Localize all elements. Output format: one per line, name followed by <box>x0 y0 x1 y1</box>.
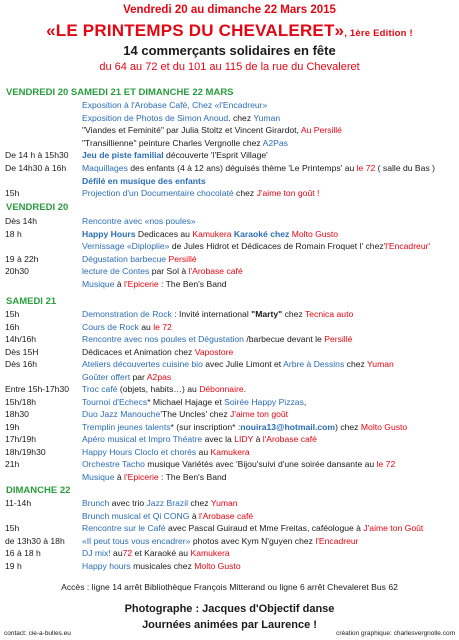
program-row <box>0 460 459 472</box>
program-row <box>0 255 459 267</box>
section-title: DIMANCHE 22 <box>6 485 71 496</box>
row-text-part: Rencontre avec nos poules et Dégustation <box>82 334 244 344</box>
section-title: VENDREDI 20 <box>6 202 69 213</box>
event-address: du 64 au 72 et du 101 au 115 de la rue du Chevaleret <box>99 61 360 73</box>
row-text-part: Exposition de Photos de Simon Anoud <box>82 112 229 123</box>
row-text-part: Dédicaces et Animation chez <box>82 346 195 357</box>
program-row <box>0 373 459 385</box>
program-row <box>0 267 459 279</box>
row-text-part: Happy Hours <box>82 228 136 239</box>
program-row <box>0 164 459 176</box>
row-description <box>82 242 430 251</box>
row-time: 18h30 <box>5 409 29 419</box>
row-text-part: A2Pas <box>262 137 288 148</box>
row-time: de 13h30 à 18h <box>5 535 65 546</box>
row-description <box>82 348 233 357</box>
row-text-part: "Marty" <box>251 309 283 319</box>
row-text-part: avec trio <box>109 498 147 508</box>
row-text-part: : The Ben's Band <box>158 471 227 482</box>
program-row <box>0 448 459 460</box>
row-text-part: Karaoké chez <box>233 228 290 239</box>
row-description <box>82 217 196 226</box>
row-text-part: l'Arobase café <box>199 510 254 521</box>
row-text-part: l'Arobase café <box>188 266 243 277</box>
row-time: 17h/19h <box>5 434 37 444</box>
row-description <box>82 280 227 289</box>
row-description <box>82 473 227 482</box>
row-text-part: chez <box>233 188 257 199</box>
row-text-part: Duo Jazz Manouche <box>82 409 161 419</box>
row-text-part: le 72 <box>356 163 376 173</box>
row-text-part: chez <box>188 498 211 508</box>
row-description <box>82 101 267 110</box>
row-text-part: Musique <box>82 471 115 482</box>
row-text-part: Projection d'un Documentaire chocolaté <box>82 188 234 199</box>
row-text-part: Troc café <box>82 384 118 394</box>
row-text-part: par <box>130 371 147 382</box>
program-row <box>0 310 459 322</box>
row-description <box>82 460 395 469</box>
row-time: 15h/18h <box>5 396 37 407</box>
program-row <box>0 524 459 536</box>
row-description <box>82 398 306 407</box>
row-text-part: Persillé <box>168 253 197 264</box>
row-text-part: Tecnica auto <box>304 309 354 319</box>
row-time: Dès 16h <box>5 359 38 369</box>
row-description <box>82 435 317 444</box>
row-text-part: lecture de Contes <box>82 266 150 277</box>
section-title: VENDREDI 20 SAMEDI 21 ET DIMANCHE 22 MARS <box>6 87 234 98</box>
program-row <box>0 499 459 511</box>
program-row <box>0 230 459 242</box>
row-text-part: Goûter offert <box>82 371 131 382</box>
row-description <box>82 114 280 123</box>
row-text-part: Jazz Brazil <box>146 498 189 508</box>
row-text-part: "Viandes et Feminité" par Julia Stoltz et Vincent Girardot, <box>82 125 301 136</box>
row-text-part: par Sol à <box>149 266 189 277</box>
host-credit: Journées animées par Laurence ! <box>142 619 317 631</box>
row-text-part: : The Ben's Band <box>158 279 227 289</box>
row-text-part: l'Encadreur <box>315 535 359 546</box>
program-row <box>0 217 459 229</box>
row-text-part: Soirée Happy Pizzas <box>224 396 304 407</box>
contact-credit: contact: cie-a-bulles.eu <box>4 630 71 637</box>
row-text-part: musique Variétés avec 'Bijou'suivi d'une soirée dansante au <box>144 459 377 469</box>
program-row <box>0 423 459 435</box>
row-description <box>82 499 238 508</box>
row-text-part: Brunch musical et Qi CONG <box>82 510 190 521</box>
row-text-part: chez <box>344 359 368 369</box>
row-text-part: , <box>303 396 307 407</box>
row-text-part: Molto Gusto <box>289 228 339 239</box>
row-text-part: Vernissage «Diploplie» <box>82 241 170 252</box>
row-text-part: Orchestre Tacho <box>82 459 145 469</box>
row-text-part: Happy hours <box>82 561 131 571</box>
row-time: 15h <box>5 188 20 199</box>
row-text-part: Arbre à Dessins <box>283 359 345 369</box>
row-text-part: des enfants (4 à 12 ans) déguisés thème 'Le Printemps' au <box>127 163 357 173</box>
row-text-part: ) chez <box>335 421 361 432</box>
event-title <box>0 22 459 39</box>
row-text-part: à <box>253 434 263 444</box>
row-description <box>82 512 253 521</box>
row-description <box>82 537 359 546</box>
row-text-part: avec Pascal Guiraud et Mme Freitas, caféologue à <box>165 523 364 534</box>
row-text-part: Yuman <box>253 112 281 123</box>
row-text-part: le 72 <box>153 321 172 332</box>
program-row <box>0 385 459 397</box>
row-description <box>82 139 288 148</box>
design-credit: création graphique: charlesvergnolle.com <box>336 630 455 637</box>
row-time: 19 à 22h <box>5 253 39 264</box>
event-title-main: «LE PRINTEMPS DU CHEVALERET» <box>46 21 345 40</box>
program-row <box>0 398 459 410</box>
row-description <box>82 448 250 457</box>
program-row <box>0 139 459 151</box>
row-text-part: J'aime ton Goût <box>363 523 424 534</box>
row-text-part: Persillé <box>324 334 353 344</box>
row-description <box>82 360 394 369</box>
event-dates: Vendredi 20 au dimanche 22 Mars 2015 <box>123 4 336 16</box>
row-text-part: Cours de Rock <box>82 321 139 332</box>
row-text-part: à <box>114 279 125 289</box>
row-text-part: Rencontre sur le Café <box>82 523 166 534</box>
row-description <box>82 335 352 344</box>
row-description <box>82 549 230 558</box>
row-description <box>82 385 246 394</box>
row-text-part: de Jules Hidrot et Dédicaces de Romain Froquet l' chez <box>169 241 384 252</box>
row-text-part: Happy Hours Cloclo et chorés <box>82 446 197 457</box>
row-text-part: Molto Gusto <box>360 421 408 432</box>
row-text-part: avec la <box>202 434 235 444</box>
row-description <box>82 373 171 382</box>
program-row <box>0 242 459 254</box>
row-description <box>82 562 241 571</box>
row-text-part: Kamukera <box>192 228 232 239</box>
row-text-part: Yuman <box>367 359 394 369</box>
row-text-part: (objets, habits…) au <box>117 384 200 394</box>
row-description <box>82 255 197 264</box>
row-time: Entre 15h-17h30 <box>5 384 70 394</box>
row-text-part: . <box>243 384 247 394</box>
row-time: 21h <box>5 459 20 469</box>
row-text-part: l'Epicerie <box>124 471 159 482</box>
row-text-part: photos avec Kym N'guyen chez <box>190 535 316 546</box>
row-description <box>82 126 342 135</box>
program-row <box>0 562 459 574</box>
row-text-part: au <box>110 548 123 559</box>
program-row <box>0 410 459 422</box>
row-text-part: Tremplin jeunes talents <box>82 421 171 432</box>
edition-label: , 1ère Edition ! <box>344 28 413 39</box>
row-description <box>82 177 206 186</box>
row-text-part: * (sur inscription* : <box>170 421 241 432</box>
row-time: 15h <box>5 309 20 319</box>
row-description <box>82 524 423 533</box>
row-time: De 14h30 à 16h <box>5 163 67 173</box>
row-text-part: Musique <box>82 279 115 289</box>
row-text-part: 72 <box>122 548 133 559</box>
row-text-part: à <box>114 471 125 482</box>
row-text-part: Vapostore <box>194 346 234 357</box>
row-description <box>82 423 407 432</box>
program-row <box>0 335 459 347</box>
program-row <box>0 177 459 189</box>
program-row <box>0 114 459 126</box>
program-row <box>0 537 459 549</box>
row-time: 19h <box>5 421 20 432</box>
row-text-part: Débonnaire <box>199 384 244 394</box>
access-info: Accès : ligne 14 arrêt Bibliothèque François Mitterand ou ligne 6 arrêt Chevaleret Bus 62 <box>61 582 398 592</box>
row-text-part: Maquillages <box>82 163 128 173</box>
row-text-part: avec Julie Limont et <box>202 359 284 369</box>
program-row <box>0 126 459 138</box>
row-text-part: . chez <box>228 112 254 123</box>
row-description <box>82 323 172 332</box>
row-text-part: J'aime ton goût ! <box>256 188 320 199</box>
row-text-part: musicales chez <box>130 561 195 571</box>
row-time: 19 h <box>5 561 22 571</box>
row-text-part: DJ mix! <box>82 548 111 559</box>
program-row <box>0 512 459 524</box>
row-time: 16 à 18 h <box>5 548 41 559</box>
row-text-part: Kamukera <box>210 446 250 457</box>
row-text-part: * Michael Hajage et <box>147 396 225 407</box>
program-row <box>0 189 459 201</box>
row-text-part: 'l'Encadreur' <box>383 241 431 252</box>
program-row <box>0 101 459 113</box>
row-text-part: Apéro musical et Impro Théatre <box>82 434 203 444</box>
program-row <box>0 549 459 561</box>
row-text-part: à <box>189 510 200 521</box>
program-row <box>0 435 459 447</box>
row-time: 18 h <box>5 228 22 239</box>
program-row <box>0 360 459 372</box>
program-row <box>0 473 459 485</box>
row-text-part: l'Epicerie <box>124 279 159 289</box>
row-time: 15h <box>5 523 20 534</box>
row-text-part: Rencontre avec «nos poules» <box>82 216 196 226</box>
event-subtitle: 14 commerçants solidaires en fête <box>123 43 336 58</box>
row-text-part: Ateliers découvertes cuisine bio <box>82 359 203 369</box>
program-row <box>0 323 459 335</box>
row-time: 14h/16h <box>5 334 37 344</box>
row-description <box>82 230 338 239</box>
row-text-part: au <box>196 446 211 457</box>
row-text-part: le 72 <box>376 459 396 469</box>
section-title: SAMEDI 21 <box>6 296 57 307</box>
row-text-part: au <box>138 321 154 332</box>
row-text-part: Tournoi d'Echecs <box>82 396 148 407</box>
row-time: De 14 h à 15h30 <box>5 150 69 161</box>
row-text-part: Exposition à l'Arobase Café, Chez «l'Encadreur» <box>82 100 268 110</box>
row-time: Dès 15H <box>5 346 39 357</box>
row-text-part: Dégustation barbecue <box>82 253 169 264</box>
program-row <box>0 151 459 163</box>
row-text-part: Défilé en musique des enfants <box>82 175 206 186</box>
row-description <box>82 267 243 276</box>
row-text-part: Jeu de piste familial <box>82 150 164 161</box>
row-text-part: LIDY <box>234 434 254 444</box>
program-row <box>0 348 459 360</box>
row-text-part: Kamukera <box>190 548 230 559</box>
photographer-credit: Photographe : Jacques d'Objectif danse <box>124 603 335 615</box>
row-text-part: Yuman <box>210 498 238 508</box>
row-text-part: Demonstration de Rock <box>82 309 172 319</box>
row-description <box>82 310 353 319</box>
row-text-part: nouira13@hotmail.com <box>240 421 336 432</box>
row-text-part: : Invité international <box>171 309 252 319</box>
row-text-part: "Transillienne" peinture Charles Vergnolle chez <box>82 137 263 148</box>
row-description <box>82 164 435 173</box>
row-text-part: chez <box>282 309 305 319</box>
row-text-part: l'Arobase café <box>262 434 317 444</box>
row-text-part: J'aime ton goût <box>230 409 289 419</box>
row-time: 18h/19h30 <box>5 446 46 457</box>
row-description <box>82 151 268 160</box>
row-text-part: Brunch <box>82 498 110 508</box>
row-text-part: et Karaoké au <box>132 548 191 559</box>
row-text-part: Molto Gusto <box>194 561 241 571</box>
row-text-part: 'The Uncles' chez <box>160 409 231 419</box>
row-time: 16h <box>5 321 20 332</box>
row-time: 20h30 <box>5 266 29 277</box>
row-time: 11-14h <box>5 498 32 508</box>
row-text-part: ( salle du Bas ) <box>375 163 435 173</box>
row-description <box>82 410 288 419</box>
row-text-part: /barbecue devant le <box>243 334 325 344</box>
row-time: Dès 14h <box>5 216 38 226</box>
row-description <box>82 189 319 198</box>
row-text-part: «Il peut tous vous encadrer» <box>82 535 191 546</box>
program-row <box>0 280 459 292</box>
row-text-part: Dedicaces au <box>135 228 193 239</box>
row-text-part: A2pas <box>146 371 172 382</box>
row-text-part: Au Persillé <box>300 125 342 136</box>
row-text-part: découverte 'l'Esprit Village' <box>163 150 268 161</box>
